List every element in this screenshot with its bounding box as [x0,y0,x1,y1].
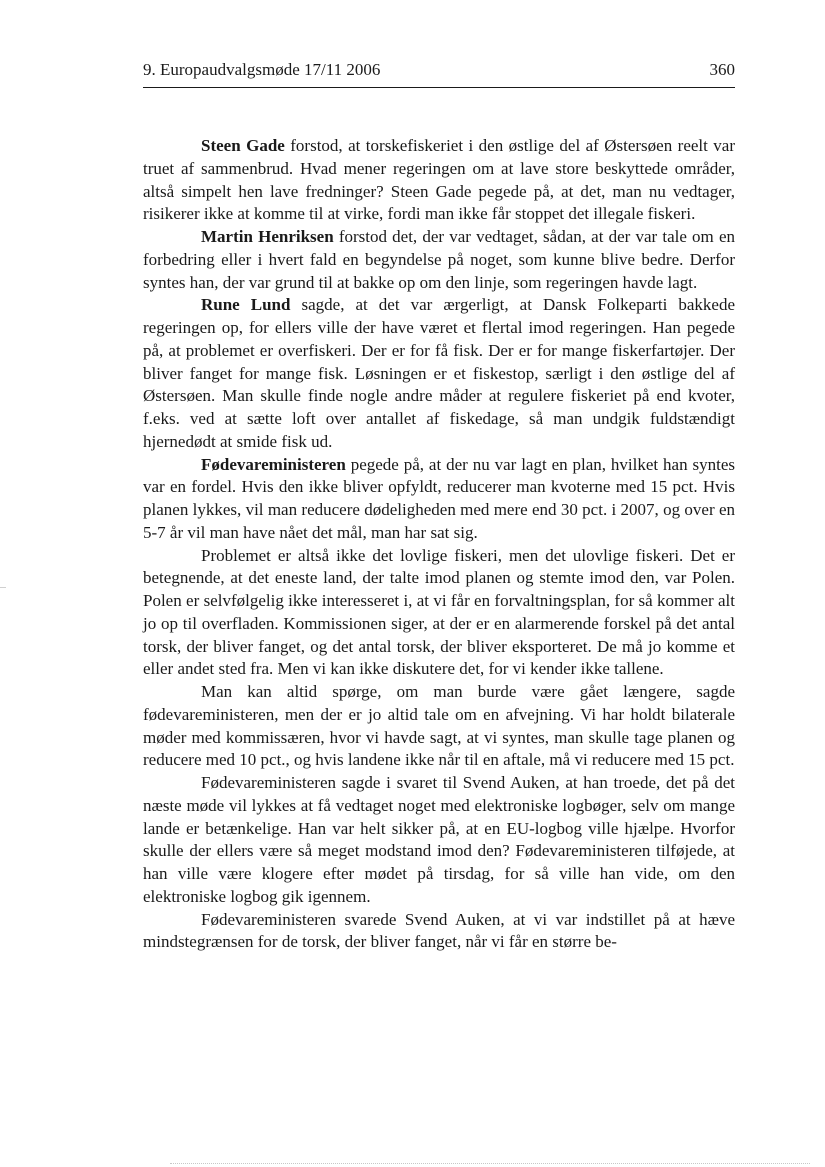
scan-bottom-edge [170,1163,810,1164]
header-divider [143,87,735,88]
paragraph-text: sagde, at det var ærgerligt, at Dansk Folkeparti bakkede regeringen op, for ellers ville der have været et flertal imod regeringen. Han pegede på, at problemet er overfiskeri. Der er for få fisk. Der er for mange fiskerfartøjer. Der bliver fanget for mange fisk. Løsningen er et fiskestop, særligt i den østlige del af Østersøen. Man skulle finde nogle andre måder at regulere fiskeriet på end kvoter, f.eks. ved at sætte loft over antallet af fiskedage, så man undgik fuldstændigt hjernedødt at smide fisk ud. [143,295,735,451]
paragraph-text: Fødevareministeren sagde i svaret til Svend Auken, at han troede, det på det næste møde vil lykkes at få vedtaget noget med elektroniske logbøger, selv om mange lande er betænkelige. Han var helt sikker på, at en EU-logbog ville hjælpe. Hvorfor skulle der ellers være så meget modstand imod den? Fødevareministeren tilføjede, at han ville være klogere efter mødet på tirsdag, for så ville han vide, om den elektroniske logbog gik igennem. [143,773,735,906]
speaker-name: Rune Lund [201,295,291,315]
paragraph [143,545,735,682]
paragraph [143,681,735,772]
paragraph-text: Man kan altid spørge, om man burde være gået længere, sagde fødevareministeren, men der er jo altid tale om en afvejning. Vi har holdt bilaterale møder med kommissæren, hvor vi havde sagt, at vi syntes, man skulle tage planen og reducere med 10 pct., og hvis landene ikke når til en aftale, må vi reducere med 15 pct. [143,682,735,770]
paragraph [143,454,735,545]
paragraph [143,909,735,955]
speaker-name: Martin Henriksen [201,227,334,246]
paragraph [143,772,735,909]
paragraph [143,135,735,226]
meeting-title: 9. Europaudvalgsmøde 17/11 2006 [143,60,381,79]
minutes-body [143,135,735,954]
paragraph-text: forstod, at torskefiskeriet i den østlige del af Østersøen reelt var truet af sammenbrud. Hvad mener regeringen om at lave store beskyttede områder, altså simpelt hen lave fredninger? Steen Gade pegede på, at det, man nu vedtager, risikerer ikke at komme til at virke, fordi man ikke får stoppet det illegale fiskeri. [143,136,735,224]
paragraph-text: pegede på, at der nu var lagt en plan, hvilket han syntes var en fordel. Hvis den ikke bliver opfyldt, reducerer man kvoterne med 15 pct. Hvis planen lykkes, vil man reducere dødeligheden med mere end 30 pct. i 2007, og over en 5-7 år vil man have nået det mål, man har sat sig. [143,454,735,542]
speaker-name: Fødevareministeren [201,454,346,474]
paragraph-text: Fødevareministeren svarede Svend Auken, at vi var indstillet på at hæve mindstegrænsen for de torsk, der bliver fanget, når vi får en større be- [143,909,735,952]
page-header [143,58,735,82]
speaker-name: Steen Gade [201,136,285,155]
paragraph [143,226,735,294]
page-number: 360 [709,60,735,79]
paragraph-text: Problemet er altså ikke det lovlige fiskeri, men det ulovlige fiskeri. Det er betegnende, at det eneste land, der talte imod planen og stemte imod den, var Polen. Polen er selvfølgelig ikke interesseret i, at vi får en forvaltningsplan, for så kommer alt jo op til overfladen. Kommissionen siger, at der er en alarmerende forskel på det antal torsk, der bliver fanget, og det antal torsk, der bliver eksporteret. De må jo komme et eller andet sted fra. Men vi kan ikke diskutere det, for vi kender ikke tallene. [143,545,735,679]
scan-margin-mark [0,587,6,588]
paragraph [143,294,735,453]
paragraph-text: forstod det, der var vedtaget, sådan, at der var tale om en forbedring eller i hvert fald en begyndelse på noget, som kunne blive bedre. Derfor syntes han, der var grund til at bakke op om den linje, som regeringen havde lagt. [143,227,735,292]
